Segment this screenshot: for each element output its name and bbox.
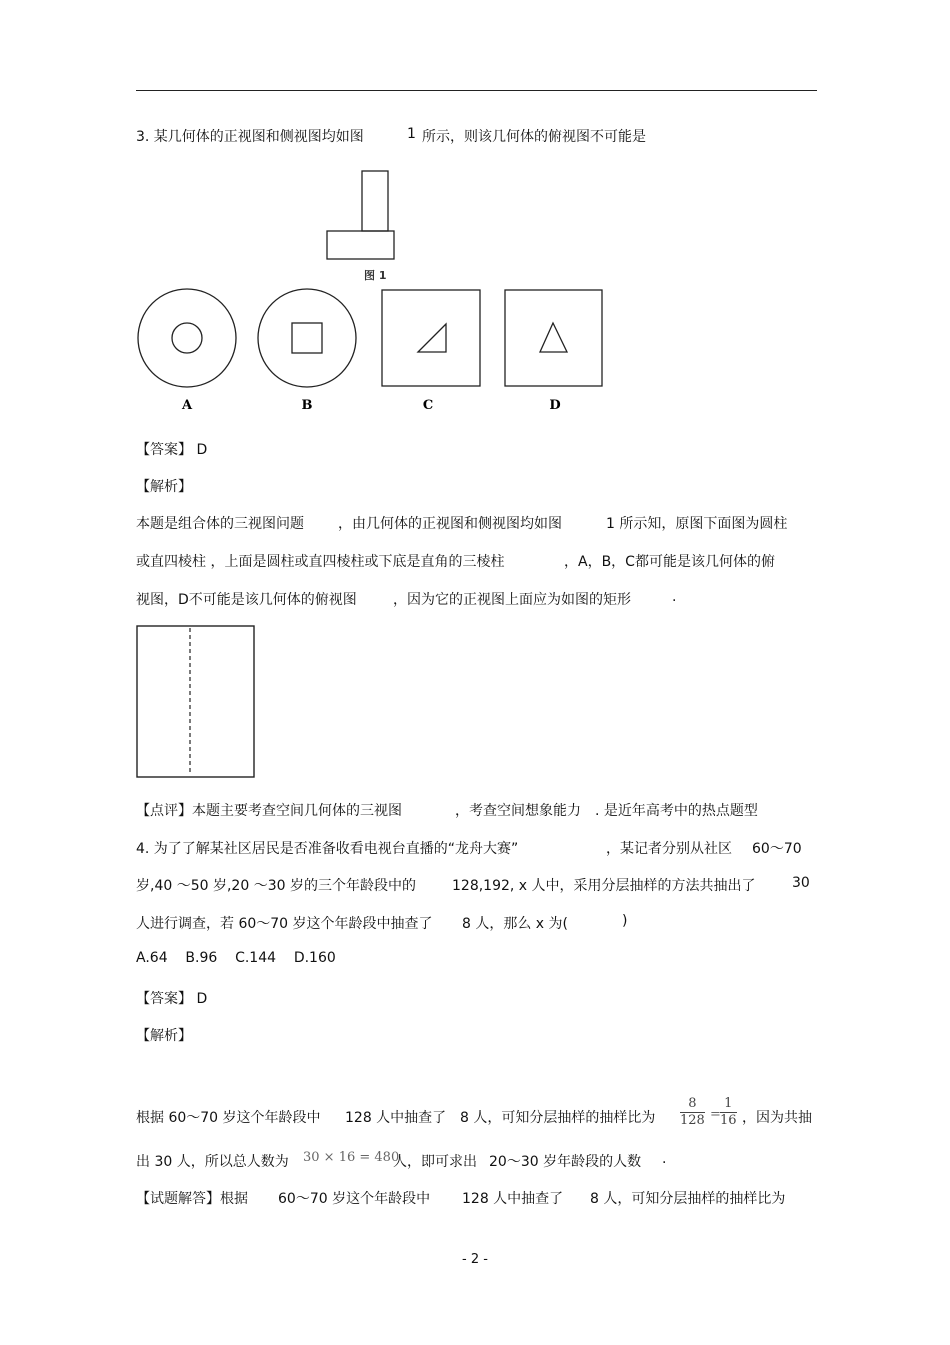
q3-analysis-line1-c: 1 所示知，原图下面图为圆柱 [606,516,788,532]
q3-stem-ref: 1 [407,126,416,142]
q4-line3-a: 人进行调查，若 60～70 岁这个年龄段中抽查了 [136,916,433,932]
option-b-label: B [301,398,313,413]
q3-analysis-line2-a: 或直四棱柱 ，上面是圆柱或直四棱柱或下底是直角的三棱柱 [136,554,505,570]
q4-line2-a: 岁,40 ～50 岁,20 ～30 岁的三个年龄段中的 [136,878,416,894]
q4-detail-d: 8 人，可知分层抽样的抽样比为 [590,1191,786,1207]
q4-detail-a: 【试题解答】根据 [136,1191,248,1207]
fraction-equals-sign: = [710,1107,721,1122]
q4-line2-c: 30 [792,875,810,891]
q3-comment-a: 【点评】本题主要考查空间几何体的三视图 [136,803,402,819]
page-number: - 2 - [462,1252,488,1267]
option-a-figure [138,289,236,387]
q3-analysis-line3-b: ，因为它的正视图上面应为如图的矩形 [393,592,631,608]
q4-detail-c: 128 人中抽查了 [462,1191,564,1207]
q3-options-figure [136,285,616,415]
option-d-label: D [549,398,561,413]
q3-stem: 3. 某几何体的正视图和侧视图均如图 [136,129,364,145]
fraction-numerator: 1 [720,1096,737,1113]
q3-stem-tail: 所示，则该几何体的俯视图不可能是 [422,129,646,145]
fraction-denominator: 128 [680,1113,705,1128]
q4-line2-b: 128,192, x 人中，采用分层抽样的方法共抽出了 [452,878,756,894]
q4-options: A.64 B.96 C.144 D.160 [136,950,336,966]
q4-line3-c: ) [622,913,628,929]
fraction-denominator: 16 [720,1113,737,1128]
q4-solution2-b: 人，即可求出 [393,1154,477,1170]
q3-comment-c: . 是近年高考中的热点题型 [595,803,758,819]
fraction-numerator: 8 [680,1096,705,1113]
q3-answer: 【答案】 D [136,442,208,458]
q4-solution1-c: 8 人，可知分层抽样的抽样比为 [460,1110,656,1126]
q4-solution2-a: 出 30 人，所以总人数为 [136,1154,289,1170]
q4-line1-c: 60～70 [752,841,802,857]
q4-solution1-b: 128 人中抽查了 [345,1110,447,1126]
q4-detail-b: 60～70 岁这个年龄段中 [278,1191,431,1207]
q4-answer: 【答案】 D [136,991,208,1007]
q3-comment-b: ，考查空间想象能力 [455,803,581,819]
q4-solution1-a: 根据 60～70 岁这个年龄段中 [136,1110,321,1126]
q4-line3-b: 8 人，那么 x 为( [462,916,569,932]
q3-analysis-line1-b: ，由几何体的正视图和侧视图均如图 [338,516,562,532]
q4-analysis-title: 【解析】 [136,1028,192,1044]
q3-analysis-line1-a: 本题是组合体的三视图问题 [136,516,304,532]
total-count-formula: 30 × 16 = 480 [303,1150,400,1165]
q4-solution2-d: . [662,1151,667,1167]
q4-line1-a: 4. 为了了解某社区居民是否准备收看电视台直播的“龙舟大赛” [136,841,519,857]
option-d-figure [505,290,602,386]
figure-1-caption: 图 1 [364,269,387,282]
q3-analysis-line3-a: 视图，D不可能是该几何体的俯视图 [136,592,357,608]
option-a-label: A [181,398,193,413]
q4-solution1-d: ，因为共抽 [742,1110,812,1126]
option-b-figure [258,289,356,387]
q3-analysis-title: 【解析】 [136,479,192,495]
q3-analysis-line2-b: ，A，B，C都可能是该几何体的俯 [564,554,775,570]
q4-line1-b: ，某记者分别从社区 [606,841,732,857]
q4-solution2-c: 20～30 岁年龄段的人数 [489,1154,642,1170]
sampling-ratio-fraction [680,1096,705,1129]
option-c-figure [382,290,480,386]
q3-analysis-line3-c: . [672,589,677,605]
header-rule [136,90,817,91]
front-view-rectangle-figure [135,624,257,780]
option-c-label: C [422,398,434,413]
simplified-ratio-fraction [720,1096,737,1129]
